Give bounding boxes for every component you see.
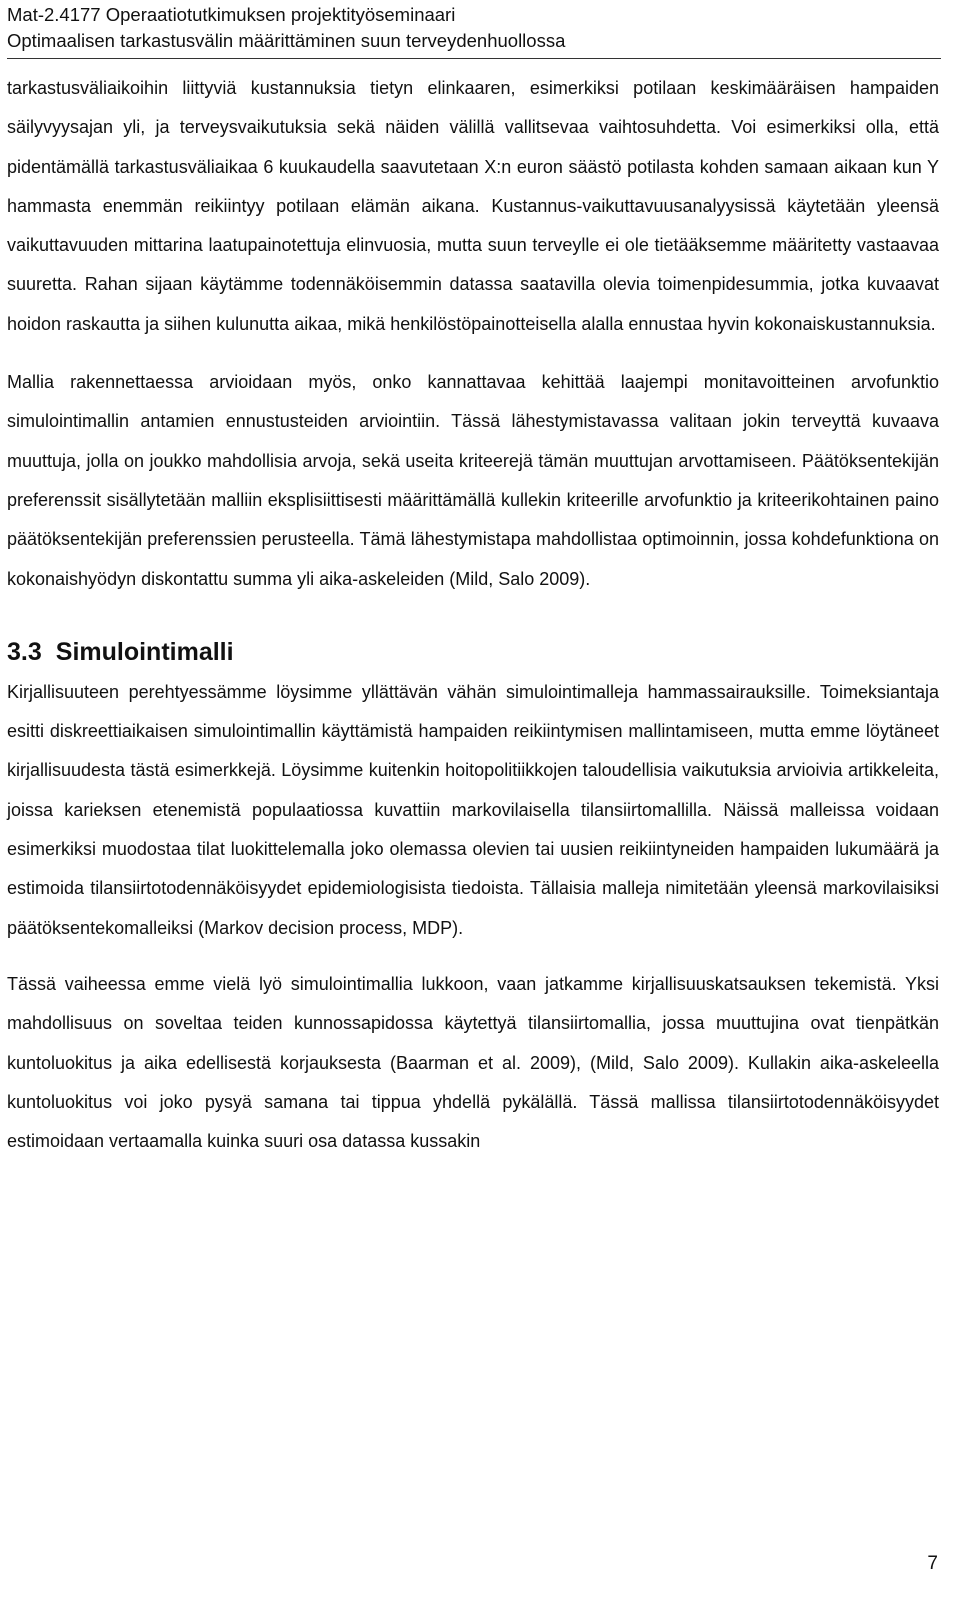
header-project-title: Optimaalisen tarkastusvälin määrittäminen suun terveydenhuollossa [7,30,566,51]
page-header [7,2,947,59]
section-heading [7,635,939,669]
paragraph-cost-effectiveness: tarkastusväliaikoihin liittyviä kustannuksia tietyn elinkaaren, esimerkiksi potilaan keskimääräisen hampaiden säilyvyysajan yli, ja terveysvaikutuksia sekä näiden välillä vallitsevaa vaihtosuhdetta. Voi esimerkiksi olla, että pidentämällä tarkastusväliaikaa 6 kuukaudella saavutetaan X:n euron säästö potilasta kohden samaan aikaan kun Y hammasta enemmän reikiintyy potilaan elämän aikana. Kustannus-vaikuttavuusanalyysissä käytetään yleensä vaikuttavuuden mittarina laatupainotettuja elinvuosia, mutta suun terveylle ei ole tietääksemme määritetty vastaavaa suuretta. Rahan sijaan käytämme todennäköisemmin datassa saatavilla olevia toimenpidesummia, jotka kuvaavat hoidon raskautta ja siihen kulunutta aikaa, mikä henkilöstöpainotteisella alalla ennustaa hyvin kokonaiskustannuksia. [7,78,939,334]
paragraph-next-steps: Tässä vaiheessa emme vielä lyö simulointimallia lukkoon, vaan jatkamme kirjallisuuskatsauksen tekemistä. Yksi mahdollisuus on soveltaa teiden kunnossapidossa käytettyä tilansiirtomallia, jossa muuttujina ovat tienpätkän kuntoluokitus ja aika edellisestä korjauksesta (Baarman et al. 2009), (Mild, Salo 2009). Kullakin aika-askeleella kuntoluokitus voi joko pysyä samana tai tippua yhdellä pykälällä. Tässä mallissa tilansiirtotodennäköisyydet estimoidaan vertaamalla kuinka suuri osa datassa kussakin [7,973,939,1152]
paragraph-value-function: Mallia rakennettaessa arvioidaan myös, onko kannattavaa kehittää laajempi monitavoitteinen arvofunktio simulointimallin antamien ennustusteiden arviointiin. Tässä lähestymistavassa valitaan jokin terveyttä kuvaava muuttuja, jolla on joukko mahdollisia arvoja, sekä useita kriteerejä tämän muuttujan arvottamiseen. Päätöksentekijän preferenssit sisällytetään malliin eksplisiittisesti määrittämällä kullekin kriteerille arvofunktio ja kriteerikohtainen paino päätöksentekijän preferenssien perusteella. Tämä lähestymistapa mahdollistaa optimoinnin, jossa kohdefunktiona on kokonaishyödyn diskontattu summa yli aika-askeleiden (Mild, Salo 2009). [7,372,939,589]
header-course: Mat-2.4177 Operaatiotutkimuksen projektityöseminaari [7,4,456,25]
section-number: 3.3 [7,637,42,666]
page-number: 7 [927,1553,938,1574]
document-body [7,69,939,1161]
header-rule [7,58,941,59]
paragraph-literature: Kirjallisuuteen perehtyessämme löysimme yllättävän vähän simulointimalleja hammassairauksille. Toimeksiantaja esitti diskreettiaikaisen simulointimallin käyttämistä hampaiden reikiintymisen mallintamiseen, mutta emme löytäneet kirjallisuudesta tästä esimerkkejä. Löysimme kuitenkin hoitopolitiikkojen taloudellisia vaikutuksia arvioivia artikkeleita, joissa karieksen etenemistä populaatiossa kuvattiin markovilaisella tilansiirtomallilla. Näissä malleissa voidaan esimerkiksi muodostaa tilat luokittelemalla joko olemassa olevien tai uusien reikiintyneiden hampaiden lukumäärä ja estimoida tilansiirtotodennäköisyydet epidemiologisista tiedoista. Tällaisia malleja nimitetään yleensä markovilaisiksi päätöksentekomalleiksi (Markov decision process, MDP). [7,681,939,938]
section-title: Simulointimalli [55,637,234,666]
